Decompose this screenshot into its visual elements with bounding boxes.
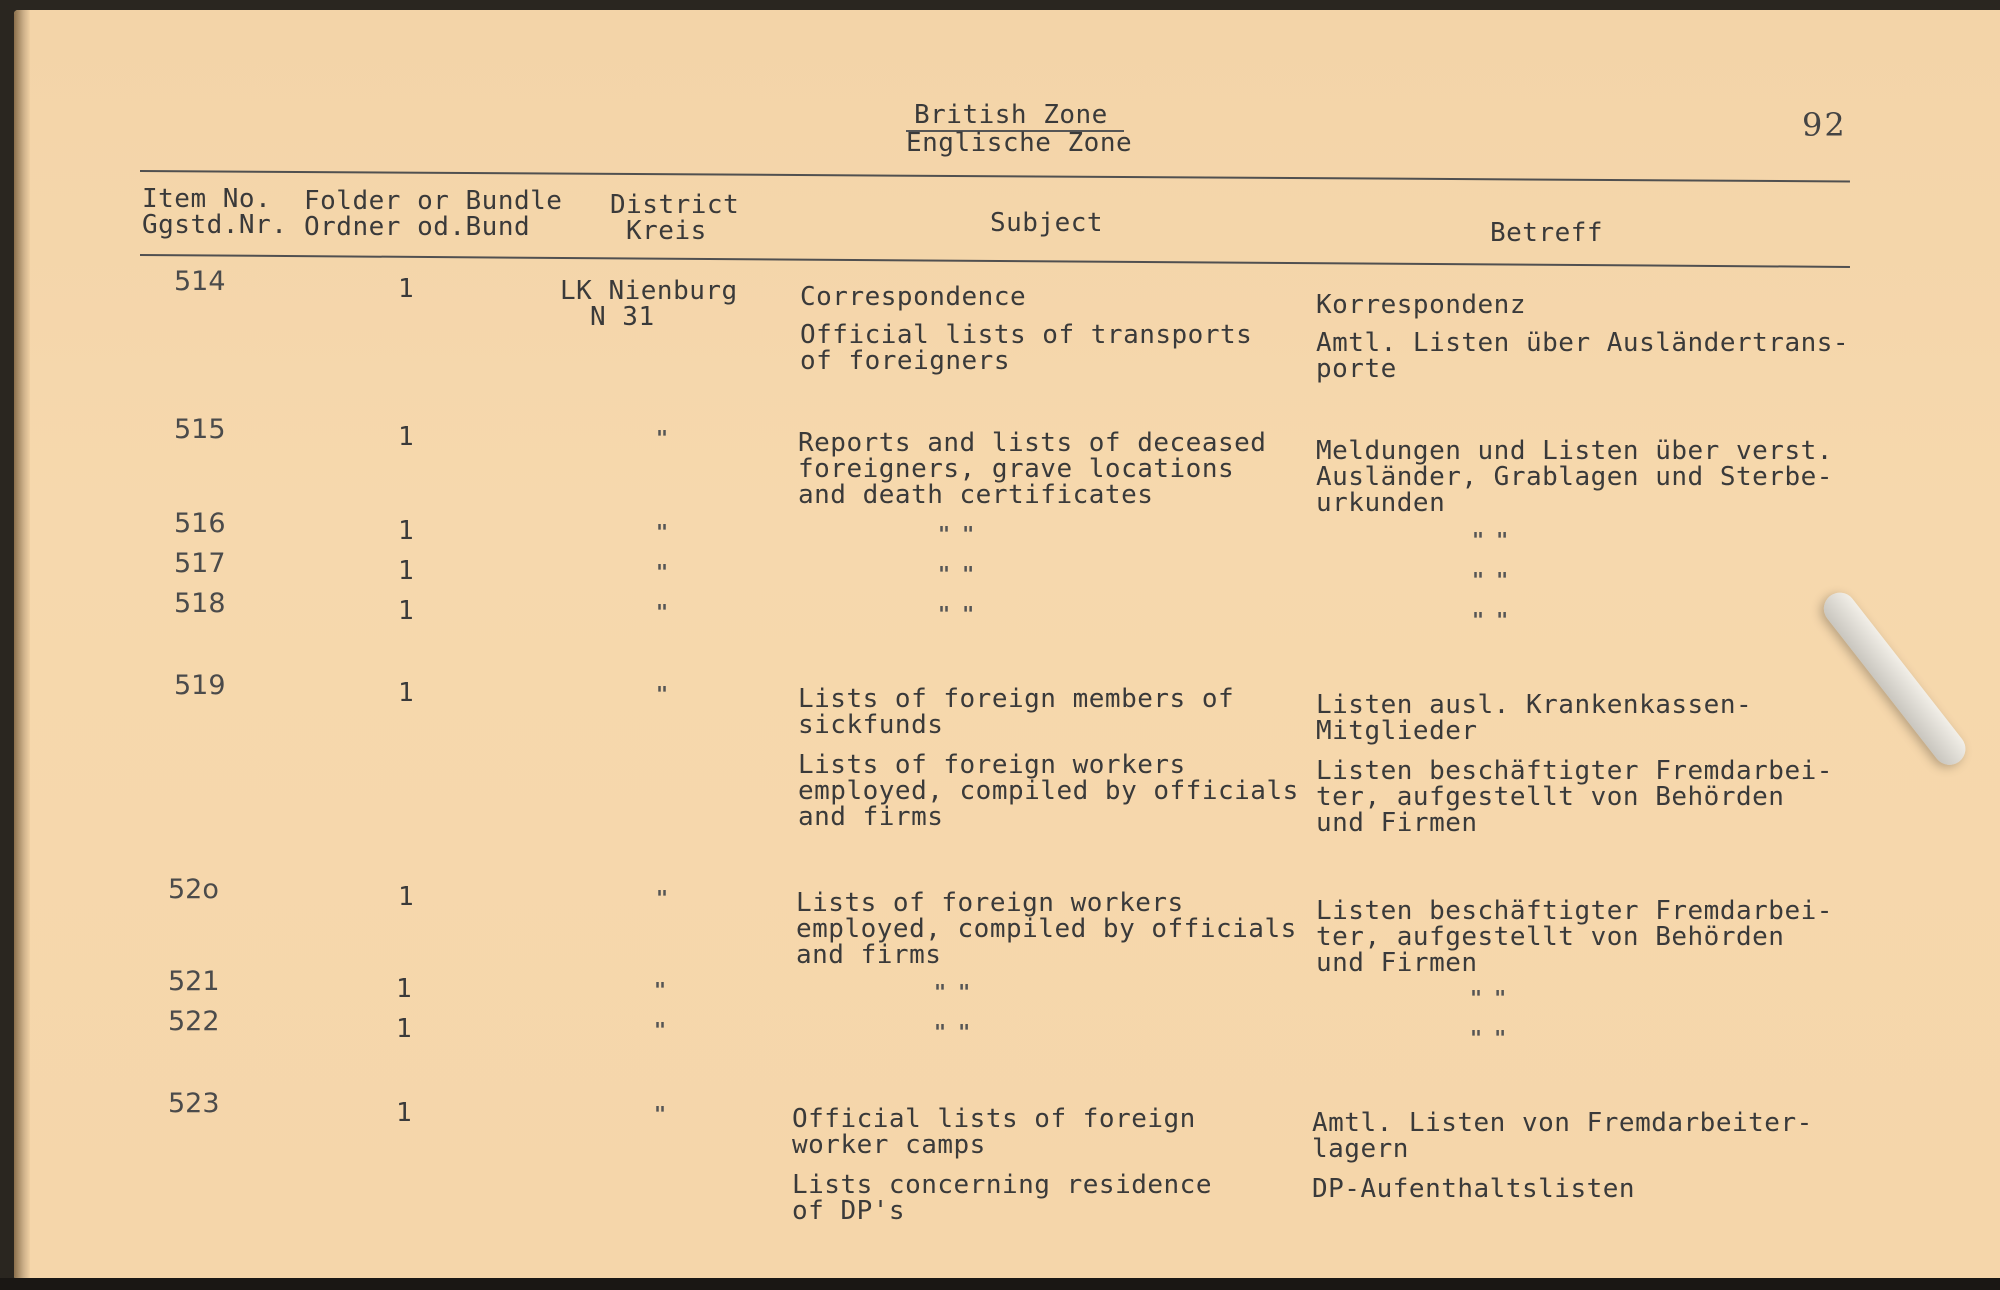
folder-count: 1 (398, 678, 415, 708)
item-number: 518 (174, 588, 226, 619)
folder-count: 1 (398, 556, 415, 586)
subject-line: foreigners, grave locations (798, 454, 1235, 484)
ditto-mark: " (656, 520, 669, 544)
ditto-mark: " " (1472, 528, 1509, 552)
ditto-mark: " (656, 426, 669, 450)
betreff-line: Meldungen und Listen über verst. (1316, 436, 1833, 466)
betreff-line: lagern (1312, 1134, 1409, 1164)
subject-line: Lists of foreign workers (798, 750, 1186, 780)
district-value: LK Nienburg (560, 276, 738, 306)
subject-line: employed, compiled by officials (798, 776, 1299, 806)
betreff-line: Amtl. Listen von Fremdarbeiter- (1312, 1108, 1813, 1138)
item-number: 523 (168, 1088, 220, 1119)
folder-count: 1 (398, 422, 415, 452)
betreff-line: Mitglieder (1316, 716, 1478, 746)
folder-count: 1 (398, 596, 415, 626)
ditto-mark: " (654, 978, 667, 1002)
ditto-mark: " " (938, 562, 975, 586)
page-binding (14, 10, 30, 1280)
subject-line: of foreigners (800, 346, 1010, 376)
district-code: N 31 (590, 302, 655, 332)
col-district-de: Kreis (626, 216, 707, 246)
header-bottom-rule (140, 254, 1850, 268)
betreff-line: ter, aufgestellt von Behörden (1316, 922, 1785, 952)
col-district-en: District (610, 190, 740, 220)
col-folder-en: Folder or Bundle (304, 186, 563, 216)
folder-count: 1 (396, 974, 413, 1004)
col-item-en: Item No. (142, 184, 272, 214)
betreff-line: Listen ausl. Krankenkassen- (1316, 690, 1753, 720)
betreff-line: ter, aufgestellt von Behörden (1316, 782, 1785, 812)
subject-line: Lists of foreign members of (798, 684, 1235, 714)
folder-count: 1 (398, 516, 415, 546)
col-folder-de: Ordner od.Bund (304, 212, 531, 242)
ditto-mark: " " (938, 602, 975, 626)
ditto-mark: " (654, 1018, 667, 1042)
subject-line: Lists of foreign workers (796, 888, 1184, 918)
betreff-line: urkunden (1316, 488, 1446, 518)
document-page (14, 10, 2000, 1280)
item-number: 517 (174, 548, 226, 579)
subject-line: Reports and lists of deceased (798, 428, 1267, 458)
betreff-line: Korrespondenz (1316, 290, 1526, 320)
betreff-line: und Firmen (1316, 948, 1478, 978)
item-number: 514 (174, 266, 226, 297)
col-betreff: Betreff (1490, 218, 1604, 248)
ditto-mark: " (654, 1102, 667, 1126)
subject-line: employed, compiled by officials (796, 914, 1297, 944)
item-number: 521 (168, 966, 220, 997)
item-number: 515 (174, 414, 226, 445)
subject-line: Official lists of foreign (792, 1104, 1196, 1134)
ditto-mark: " " (1470, 1026, 1507, 1050)
ditto-mark: " " (938, 522, 975, 546)
folder-count: 1 (398, 882, 415, 912)
ditto-mark: " " (934, 1020, 971, 1044)
ditto-mark: " " (1472, 608, 1509, 632)
header-top-rule (140, 170, 1850, 182)
ditto-mark: " (656, 600, 669, 624)
folder-count: 1 (396, 1098, 413, 1128)
subject-line: and firms (798, 802, 944, 832)
betreff-line: DP-Aufenthaltslisten (1312, 1174, 1636, 1204)
item-number: 516 (174, 508, 226, 539)
folder-count: 1 (398, 274, 415, 304)
scan-bottom-edge (0, 1278, 2000, 1290)
subject-line: and death certificates (798, 480, 1154, 510)
subject-line: worker camps (792, 1130, 986, 1160)
ditto-mark: " (656, 560, 669, 584)
subject-line: sickfunds (798, 710, 944, 740)
item-number: 52o (168, 874, 219, 905)
subject-line: of DP's (792, 1196, 906, 1226)
betreff-line: Amtl. Listen über Ausländertrans- (1316, 328, 1850, 358)
item-number: 522 (168, 1006, 220, 1037)
ditto-mark: " " (934, 980, 971, 1004)
subject-line: and firms (796, 940, 942, 970)
zone-title-de: Englische Zone (906, 128, 1133, 158)
ditto-mark: " " (1472, 568, 1509, 592)
betreff-line: Ausländer, Grablagen und Sterbe- (1316, 462, 1833, 492)
betreff-line: Listen beschäftigter Fremdarbei- (1316, 756, 1833, 786)
subject-line: Lists concerning residence (792, 1170, 1212, 1200)
ditto-mark: " " (1470, 986, 1507, 1010)
folder-count: 1 (396, 1014, 413, 1044)
item-number: 519 (174, 670, 226, 701)
ditto-mark: " (656, 682, 669, 706)
ditto-mark: " (656, 886, 669, 910)
tweezer-tool (1817, 586, 1972, 771)
subject-line: Official lists of transports (800, 320, 1253, 350)
betreff-line: und Firmen (1316, 808, 1478, 838)
zone-title-en: British Zone (914, 100, 1108, 130)
subject-line: Correspondence (800, 282, 1027, 312)
page-number: 92 (1802, 106, 1847, 144)
col-item-de: Ggstd.Nr. (142, 210, 288, 240)
betreff-line: Listen beschäftigter Fremdarbei- (1316, 896, 1833, 926)
betreff-line: porte (1316, 354, 1397, 384)
col-subject: Subject (990, 208, 1104, 238)
